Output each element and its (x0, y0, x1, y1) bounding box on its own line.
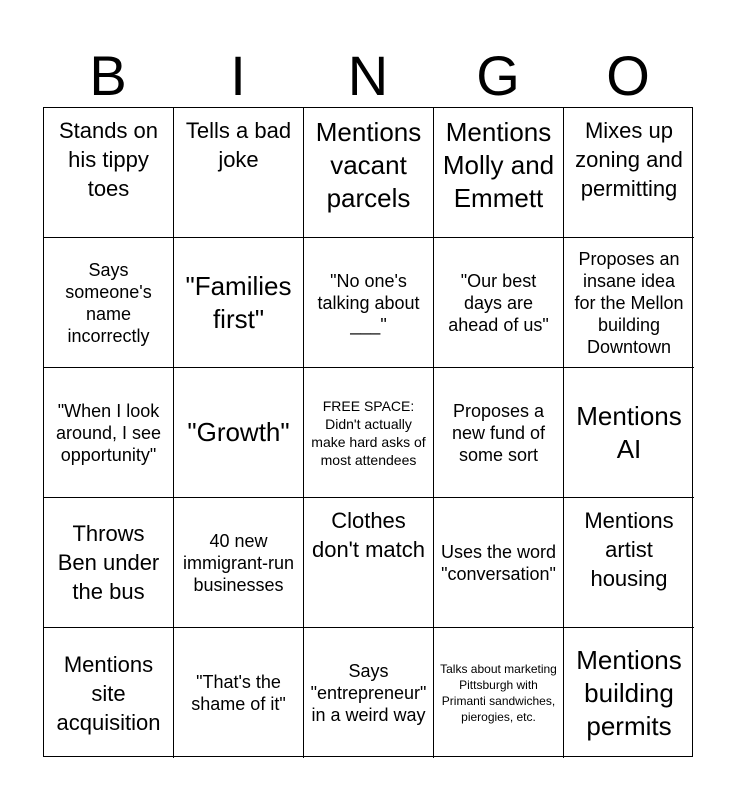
bingo-cell-r2c5[interactable]: Proposes an insane idea for the Mellon building Downtown (564, 238, 694, 368)
bingo-cell-r3c5[interactable]: Mentions AI (564, 368, 694, 498)
bingo-cell-r5c5[interactable]: Mentions building permits (576, 644, 682, 741)
bingo-header (43, 44, 693, 108)
bingo-grid (43, 107, 693, 757)
bingo-cell-r5c2[interactable]: "That's the shame of it" (174, 628, 304, 758)
bingo-cell-r2c3[interactable]: "No one's talking about ___" (304, 238, 434, 368)
bingo-cell-free-space[interactable]: FREE SPACE: Didn't actually make hard asks of most attendees (304, 368, 434, 498)
bingo-cell-r2c2[interactable]: "Families first" (174, 238, 304, 368)
bingo-cell-r1c5[interactable]: Mixes up zoning and permitting (564, 108, 694, 238)
bingo-cell-r2c4[interactable]: "Our best days are ahead of us" (434, 238, 564, 368)
header-letter-g: G (476, 44, 520, 107)
bingo-cell-r2c1[interactable]: Says someone's name incorrectly (44, 238, 174, 368)
bingo-cell-r1c2[interactable]: Tells a bad joke (174, 108, 304, 238)
header-letter-i: I (230, 44, 246, 107)
bingo-cell-r5c4[interactable]: Talks about marketing Pittsburgh with Primanti sandwiches, pierogies, etc. (434, 628, 564, 758)
bingo-cell-r4c1[interactable]: Throws Ben under the bus (44, 498, 174, 628)
bingo-cell-r1c3[interactable]: Mentions vacant parcels (304, 108, 434, 238)
bingo-cell-r3c2[interactable]: "Growth" (174, 368, 304, 498)
bingo-cell-r1c1[interactable]: Stands on his tippy toes (44, 108, 174, 238)
header-letter-o: O (606, 44, 650, 107)
header-letter-n: N (347, 44, 389, 107)
bingo-cell-r3c1[interactable]: "When I look around, I see opportunity" (44, 368, 174, 498)
bingo-cell-r3c4[interactable]: Proposes a new fund of some sort (434, 368, 564, 498)
bingo-cell-r4c4[interactable]: Uses the word "conversation" (434, 498, 564, 628)
bingo-cell-r4c3[interactable]: Clothes don't match (304, 498, 434, 628)
bingo-cell-r5c1[interactable]: Mentions site acquisition (44, 628, 174, 758)
bingo-cell-r1c4[interactable]: Mentions Molly and Emmett (434, 108, 564, 238)
header-letter-b: B (89, 44, 127, 107)
bingo-cell-r4c5[interactable]: Mentions artist housing (564, 498, 694, 628)
bingo-cell-r5c3[interactable]: Says "entrepreneur" in a weird way (304, 628, 434, 758)
bingo-cell-r4c2[interactable]: 40 new immigrant-run businesses (174, 498, 304, 628)
